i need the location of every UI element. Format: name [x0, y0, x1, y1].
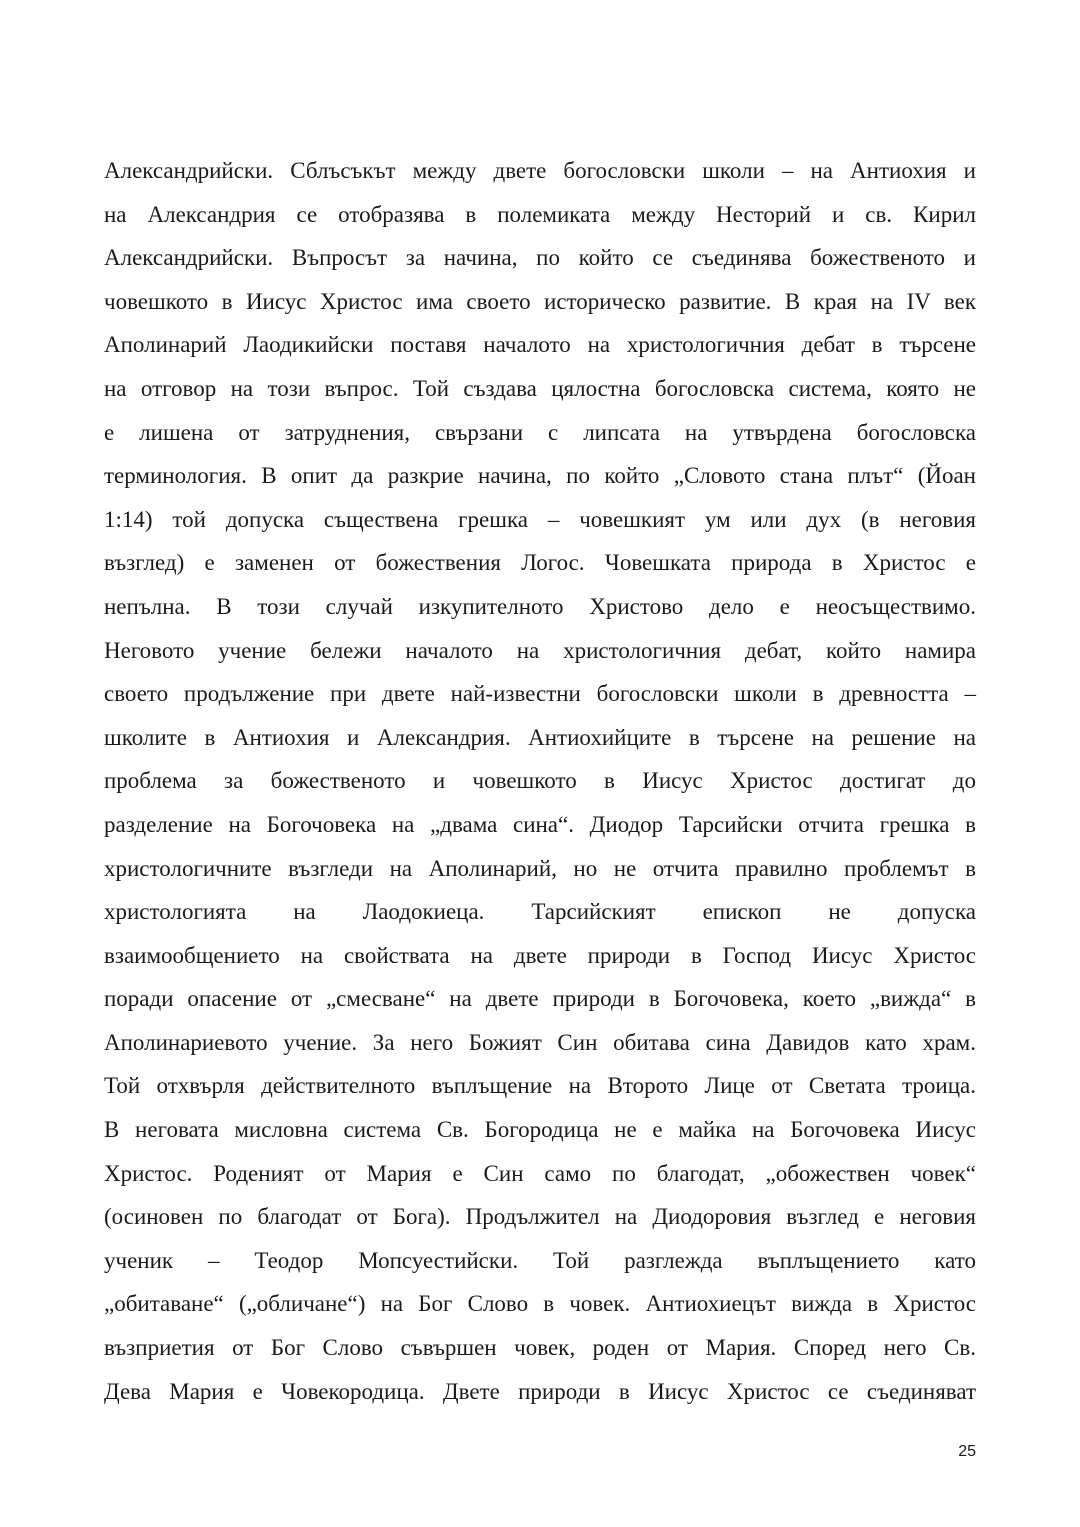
text-line: проблема за божественото и човешкото в Иисус Христос достигат до — [104, 768, 976, 794]
page-number: 25 — [958, 1443, 976, 1460]
text-line: Александрийски. Сблъсъкът между двете богословски школи – на Антиохия и — [104, 158, 976, 183]
text-line: ученик – Теодор Мопсуестийски. Той разглежда въплъщението като — [104, 1247, 976, 1273]
text-line: на отговор на този въпрос. Той създава цялостна богословска система, която не — [104, 375, 976, 401]
text-line: „обитаване“ („обличане“) на Бог Слово в човек. Антиохиецът вижда в Христос — [104, 1291, 976, 1317]
body-text — [104, 149, 976, 1413]
text-line: 1:14) той допуска съществена грешка – човешкият ум или дух (в неговия — [104, 506, 976, 532]
text-line: (осиновен по благодат от Бога). Продължител на Диодоровия възглед е неговия — [104, 1204, 976, 1230]
text-line: Аполинариевото учение. За него Божият Син обитава сина Давидов като храм. — [104, 1029, 976, 1055]
text-line: Дева Мария е Човекородица. Двете природи в Иисус Христос се съединяват — [104, 1378, 976, 1404]
text-line: своето продължение при двете най-известни богословски школи в древността – — [104, 681, 976, 707]
text-line: Той отхвърля действителното въплъщение на Второто Лице от Светата троица. — [104, 1073, 976, 1099]
text-line: взаимообщението на свойствата на двете природи в Господ Иисус Христос — [104, 942, 976, 968]
text-line: възприетия от Бог Слово съвършен човек, роден от Мария. Според него Св. — [104, 1335, 976, 1361]
text-line: Неговото учение бележи началото на христологичния дебат, който намира — [104, 637, 976, 663]
text-line: човешкото в Иисус Христос има своето историческо развитие. В края на IV век — [104, 288, 976, 314]
text-line: школите в Антиохия и Александрия. Антиохийците в търсене на решение на — [104, 724, 976, 750]
text-line: непълна. В този случай изкупителното Христово дело е неосъществимо. — [104, 593, 976, 619]
text-line: поради опасение от „смесване“ на двете природи в Богочовека, което „вижда“ в — [104, 986, 976, 1012]
text-line: терминология. В опит да разкрие начина, по който „Словото стана плът“ (Йоан — [104, 463, 976, 489]
text-line: Александрийски. Въпросът за начина, по който се съединява божественото и — [104, 245, 976, 271]
text-line: Христос. Роденият от Мария е Син само по благодат, „обожествен човек“ — [104, 1160, 976, 1186]
text-line: е лишена от затруднения, свързани с липсата на утвърдена богословска — [104, 419, 976, 445]
text-line: христологията на Лаодокиеца. Тарсийският епископ не допуска — [104, 899, 976, 925]
text-line: христологичните възгледи на Аполинарий, но не отчита правилно проблемът в — [104, 855, 976, 881]
text-line: В неговата мисловна система Св. Богородица не е майка на Богочовека Иисус — [104, 1117, 976, 1143]
text-line: Аполинарий Лаодикийски поставя началото на христологичния дебат в търсене — [104, 332, 976, 358]
text-line: на Александрия се отобразява в полемиката между Несторий и св. Кирил — [104, 201, 976, 227]
text-line: възглед) е заменен от божествения Логос. Човешката природа в Христос е — [104, 550, 976, 576]
text-line: разделение на Богочовека на „двама сина“. Диодор Тарсийски отчита грешка в — [104, 811, 976, 837]
